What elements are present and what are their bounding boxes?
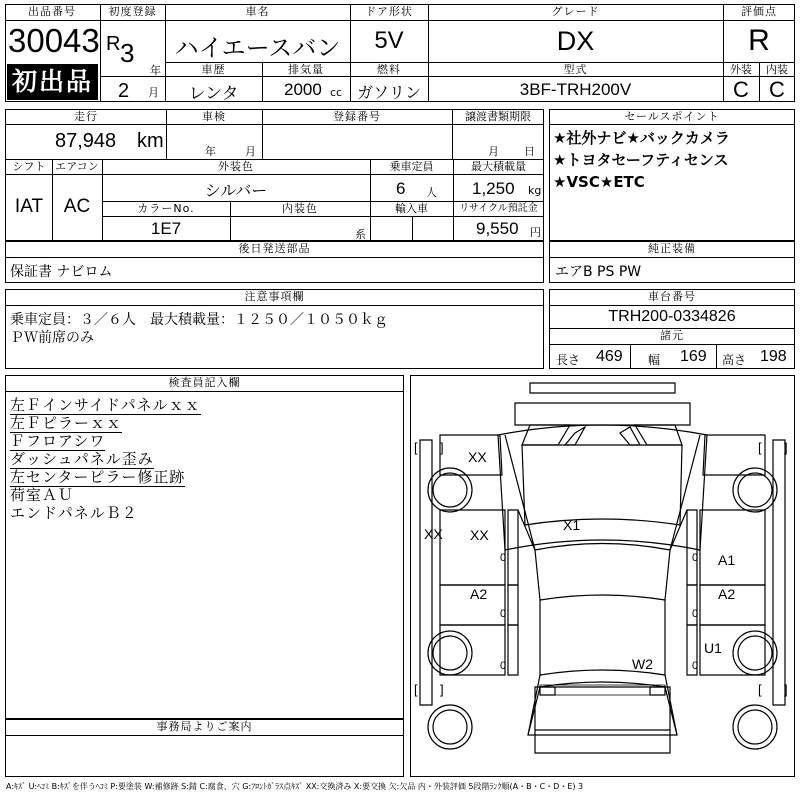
reg-label: 初度登録 [108,5,157,18]
int-label: 内装 [766,63,788,76]
bracket-mark: [ [758,440,762,455]
genuine-label: 純正装備 [648,242,696,255]
bracket-mark: ] [784,440,788,455]
sales-point-label: セールスポイント [624,110,720,123]
recycle-unit: 円 [530,226,541,239]
height-label: 高さ [722,353,747,367]
mark-hood: X1 [563,517,581,533]
int-score: C [769,77,785,102]
chassis-value: TRH200-0334826 [608,308,736,325]
import-label: 輸入車 [395,202,428,215]
mark-fl-fender: XX [468,449,487,465]
inspector-label: 検査員記入欄 [168,376,241,389]
score-label: 評価点 [741,5,777,18]
mark-fl-door: XX [470,527,489,543]
fuel-label: 燃料 [377,63,401,76]
mark-fr-door: A1 [718,552,736,568]
sales-line-1: ★社外ナビ★バックカメラ [553,129,730,147]
first-listing-label: 初出品 [11,67,93,96]
door-label: ドア形状 [365,5,413,18]
later-parts-value: 保証書 ナビロム [10,264,113,280]
mark-rl-door: A2 [470,586,488,602]
zero-mark: 0 [692,608,699,620]
sales-line-2: ★トヨタセーフティセンス [553,151,729,169]
color-no: 1E7 [150,219,182,238]
ac-label: エアコン [55,160,99,173]
later-parts-label: 後日発送部品 [238,242,311,255]
mark-left-side: XX [424,526,443,542]
ext-label: 外装 [730,63,752,76]
legend: A:ｷｽﾞ U:ﾍｺﾐ B:ｷｽﾞを伴うﾍｺﾐ P:要塗装 W:補修跡 S:錆 C:腐食、穴 G:ﾌﾛﾝﾄｶﾞﾗｽ点ｷｽﾞ XX:交換済み X:要交換 欠:欠品 内・外装評価 5段階ﾗﾝｸ順(A・B・C・D・E) 3 [6,782,584,791]
insp-month-unit: 月 [245,145,256,158]
shift: IAT [14,196,44,217]
load-label: 最大積載量 [471,160,526,173]
history-label: 車歴 [201,63,226,76]
car-name-label: 車名 [245,5,270,18]
capacity-unit: 人 [426,186,437,199]
fuel: ガソリン [356,83,421,102]
reg-no-label: 登録番号 [333,110,381,123]
capacity: 6 [396,179,406,198]
recycle-label: リサイクル預託金 [459,203,538,214]
model: 3BF-TRH200V [519,80,632,99]
sales-line-3: ★VSC★ETC [553,173,645,191]
spec-section [5,109,544,241]
color-no-label: カラーNo. [137,202,195,215]
bracket-mark: [ [414,440,418,455]
ext-score: C [733,77,749,102]
insp-year-unit: 年 [205,145,216,158]
mark-rear: W2 [632,656,653,672]
inspector-line-2: 左Ｆピラーｘｘ [10,414,123,432]
grade-label: グレード [551,5,600,18]
mark-rr-door: A2 [718,586,736,602]
inspection-label: 車検 [202,110,226,123]
length-label: 長さ [556,353,581,367]
office-label: 事務局よりご案内 [156,720,253,733]
inspector-line-3: Ｆフロアシワ [10,432,106,450]
height: 198 [760,348,787,365]
recycle: 9,550 [476,219,519,238]
displacement-unit: cc [330,86,343,99]
reg-month: 2 [118,80,130,102]
door: 5V [374,27,404,54]
dims-label: 諸元 [660,329,684,342]
car-diagram [410,375,795,777]
zero-mark: 0 [500,552,507,564]
reg-era: R [106,33,121,55]
inspector-line-5: 左センターピラー修正跡 [10,468,186,486]
displacement: 2000 [284,80,322,99]
load: 1,250 [472,179,515,198]
notes-line-2: ＰＷ前席のみ [10,330,94,346]
zero-mark: 0 [500,608,507,620]
reg-year: 3 [120,38,135,68]
bracket-mark: [ [414,682,418,697]
notes-label: 注意事項欄 [244,290,305,303]
mark-rear-right: U1 [704,640,722,656]
shift-label: シフト [12,160,46,173]
lot-no-label: 出品番号 [28,5,76,18]
color: シルバー [204,181,268,200]
bracket-mark: ] [440,682,444,697]
transfer-day-unit: 日 [524,145,535,158]
lot-no: 30043 [8,22,100,59]
inspector-line-4: ダッシュパネル歪み [10,450,154,468]
color-label: 外装色 [218,160,254,173]
bracket-mark: [ [758,682,762,697]
int-color-label: 内装色 [282,202,318,215]
zero-mark: 0 [500,660,507,672]
history: レンタ [188,84,239,104]
length: 469 [596,348,623,365]
inspector-line-6: 荷室ＡＵ [10,486,75,504]
displacement-label: 排気量 [288,63,324,76]
bracket-mark: ] [784,682,788,697]
bracket-mark: ] [440,440,444,455]
reg-year-unit: 年 [150,64,161,77]
notes-line-1: 乗車定員：３／６人 最大積載量：１２５０／１０５０ｋｇ [10,312,388,328]
chassis-label: 車台番号 [648,290,696,303]
reg-month-unit: 月 [148,86,159,99]
width-label: 幅 [648,353,661,367]
model-label: 型式 [563,63,588,76]
inspector-line-7: エンドパネルＢ２ [10,504,138,522]
mileage-unit: km [137,130,164,152]
ac: AC [63,196,91,217]
score: R [748,24,770,57]
inspector-line-1: 左Ｆインサイドパネルｘｘ [10,396,201,414]
transfer-month-unit: 月 [488,145,499,158]
zero-mark: 0 [692,660,699,672]
car-name: ハイエースバン [174,34,341,62]
grade: DX [556,26,595,56]
width: 169 [680,348,707,365]
int-color-unit: 系 [355,228,366,241]
zero-mark: 0 [692,552,699,564]
mileage-label: 走行 [74,110,98,123]
transfer-label: 譲渡書類期限 [465,110,531,123]
mileage: 87,948 [55,130,117,152]
genuine-value: エアB PS PW [555,264,642,280]
capacity-label: 乗車定員 [389,160,434,173]
load-unit: kg [528,184,542,197]
